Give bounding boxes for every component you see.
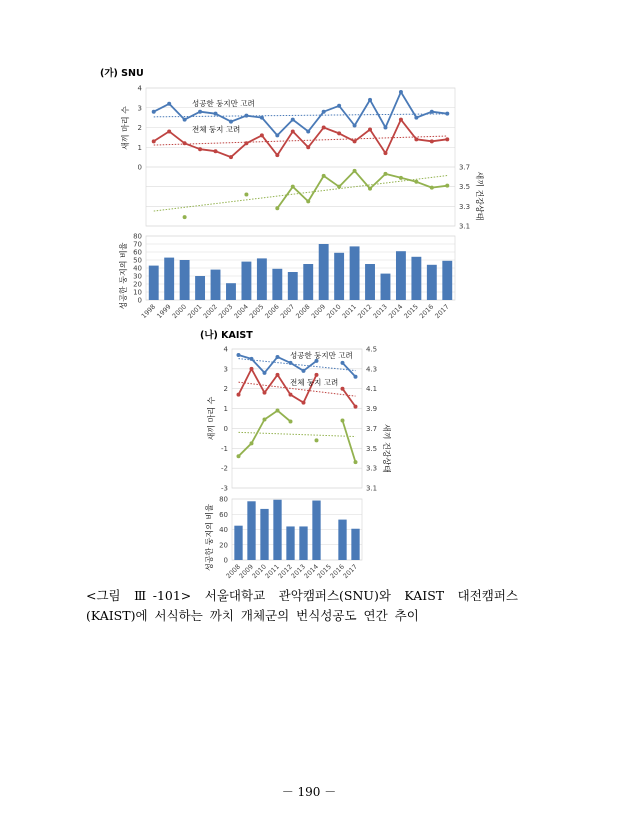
data-point bbox=[399, 118, 403, 122]
bar bbox=[299, 526, 307, 560]
bar bbox=[312, 501, 320, 560]
x-tick-label: 1999 bbox=[155, 302, 173, 321]
line-health bbox=[239, 411, 291, 457]
x-tick-label: 2013 bbox=[289, 562, 307, 581]
data-point bbox=[276, 409, 280, 413]
data-point bbox=[291, 118, 295, 122]
data-point bbox=[430, 110, 434, 114]
data-point bbox=[445, 184, 449, 188]
y-tick-label: 1 bbox=[137, 143, 142, 152]
panel-title: (나) KAIST bbox=[200, 330, 253, 341]
data-point bbox=[337, 131, 341, 135]
bar bbox=[442, 261, 452, 300]
data-point bbox=[368, 98, 372, 102]
data-point bbox=[263, 371, 267, 375]
bar bbox=[427, 265, 437, 300]
y-right-tick-label: 3.7 bbox=[366, 424, 378, 433]
data-point bbox=[306, 145, 310, 149]
bar bbox=[411, 257, 421, 300]
figure-caption: <그림 Ⅲ-101> 서울대학교 관악캠퍼스(SNU)와 KAIST 대전캠퍼스 (KAIST)에 서식하는 까치 개체군의 번식성공도 연간 추이 bbox=[86, 588, 518, 623]
bar bbox=[226, 283, 236, 300]
x-tick-label: 2003 bbox=[217, 302, 235, 321]
data-point bbox=[430, 139, 434, 143]
data-point bbox=[250, 441, 254, 445]
y-right-tick-label: 3.3 bbox=[366, 464, 378, 473]
page-number: － 190 － bbox=[281, 785, 337, 799]
line-health bbox=[277, 171, 447, 208]
x-tick-label: 2012 bbox=[356, 302, 374, 321]
data-point bbox=[302, 401, 306, 405]
y-right-tick-label: 4.5 bbox=[366, 345, 378, 354]
x-tick-label: 2000 bbox=[170, 302, 189, 321]
bar bbox=[365, 264, 375, 300]
data-point bbox=[383, 172, 387, 176]
x-tick-label: 2002 bbox=[201, 302, 219, 321]
data-point bbox=[229, 155, 233, 159]
data-point bbox=[275, 133, 279, 137]
data-point bbox=[353, 139, 357, 143]
data-point bbox=[289, 419, 293, 423]
y-right-tick-label: 3.3 bbox=[459, 202, 471, 211]
y-right-tick-label: 3.1 bbox=[459, 222, 471, 231]
data-point bbox=[152, 110, 156, 114]
y-right-tick-label: 3.9 bbox=[366, 405, 378, 414]
x-tick-label: 2001 bbox=[186, 302, 204, 321]
data-point bbox=[445, 112, 449, 116]
y-right-tick-label: 3.7 bbox=[459, 163, 471, 172]
data-point bbox=[250, 357, 254, 361]
bar bbox=[334, 253, 344, 300]
bar-y-tick-label: 20 bbox=[133, 280, 142, 289]
data-point bbox=[263, 391, 267, 395]
data-point bbox=[167, 102, 171, 106]
data-point bbox=[214, 149, 218, 153]
data-point bbox=[368, 127, 372, 131]
x-tick-label: 2004 bbox=[232, 302, 250, 321]
data-point bbox=[244, 193, 248, 197]
data-point bbox=[237, 353, 241, 357]
x-tick-label: 2017 bbox=[341, 562, 359, 581]
data-point bbox=[399, 176, 403, 180]
data-point bbox=[260, 133, 264, 137]
data-point bbox=[322, 110, 326, 114]
data-point bbox=[275, 153, 279, 157]
data-point bbox=[383, 126, 387, 130]
x-tick-label: 2014 bbox=[302, 562, 320, 581]
bar bbox=[241, 262, 251, 300]
bar bbox=[319, 244, 329, 300]
data-point bbox=[430, 186, 434, 190]
bar bbox=[234, 526, 242, 560]
x-tick-label: 2007 bbox=[278, 302, 297, 321]
data-point bbox=[353, 169, 357, 173]
bar-y-axis-title: 성공한 둥지의 비율 bbox=[205, 504, 214, 571]
y-right-tick-label: 3.5 bbox=[459, 183, 471, 192]
bar bbox=[260, 509, 268, 560]
data-point bbox=[383, 151, 387, 155]
data-point bbox=[183, 118, 187, 122]
y-tick-label: 0 bbox=[137, 163, 142, 172]
bar-y-tick-label: 60 bbox=[219, 510, 228, 519]
bar-y-tick-label: 60 bbox=[133, 248, 142, 257]
data-point bbox=[353, 124, 357, 128]
series-label: 성공한 둥지만 고려 bbox=[192, 99, 255, 108]
line-succ bbox=[343, 363, 356, 377]
data-point bbox=[306, 129, 310, 133]
data-point bbox=[237, 454, 241, 458]
y-tick-label: 4 bbox=[223, 345, 228, 354]
x-tick-label: 2014 bbox=[386, 302, 405, 321]
data-point bbox=[237, 393, 241, 397]
x-tick-label: 2010 bbox=[250, 562, 268, 581]
data-point bbox=[354, 460, 358, 464]
data-point bbox=[276, 355, 280, 359]
bar bbox=[149, 266, 159, 300]
data-point bbox=[291, 185, 295, 189]
data-point bbox=[275, 206, 279, 210]
bar-y-tick-label: 50 bbox=[133, 256, 142, 265]
x-tick-label: 2011 bbox=[340, 302, 358, 321]
y-tick-label: -3 bbox=[221, 484, 228, 493]
bar-y-tick-label: 0 bbox=[137, 296, 142, 305]
series-label: 전체 둥지 고려 bbox=[290, 378, 339, 387]
data-point bbox=[414, 180, 418, 184]
bar-y-tick-label: 80 bbox=[219, 495, 228, 504]
bar bbox=[350, 246, 360, 300]
bar-y-tick-label: 80 bbox=[133, 232, 142, 241]
y-axis-title: 새끼 마리 수 bbox=[207, 396, 216, 441]
data-point bbox=[354, 375, 358, 379]
line-health bbox=[343, 421, 356, 463]
data-point bbox=[289, 393, 293, 397]
x-tick-label: 2011 bbox=[263, 562, 281, 581]
bar bbox=[247, 501, 255, 560]
panel-title: (가) SNU bbox=[100, 68, 144, 79]
x-tick-label: 2012 bbox=[276, 562, 294, 581]
data-point bbox=[198, 110, 202, 114]
bar bbox=[257, 258, 267, 300]
bar-y-tick-label: 10 bbox=[133, 288, 142, 297]
bar bbox=[303, 264, 313, 300]
bar bbox=[195, 276, 205, 300]
x-tick-label: 2006 bbox=[263, 302, 281, 321]
bar-y-tick-label: 70 bbox=[133, 240, 142, 249]
y-tick-label: -1 bbox=[221, 444, 228, 453]
x-tick-label: 2017 bbox=[433, 302, 451, 321]
x-tick-label: 2016 bbox=[417, 302, 436, 321]
y-tick-label: 3 bbox=[137, 104, 142, 113]
data-point bbox=[337, 185, 341, 189]
bar-y-tick-label: 40 bbox=[133, 264, 142, 273]
bar-y-tick-label: 40 bbox=[219, 526, 228, 534]
data-point bbox=[260, 116, 264, 120]
trendline bbox=[154, 114, 448, 117]
data-point bbox=[306, 199, 310, 203]
data-point bbox=[399, 90, 403, 94]
data-point bbox=[152, 139, 156, 143]
data-point bbox=[341, 418, 345, 422]
y-tick-label: -2 bbox=[221, 464, 228, 473]
x-tick-label: 1998 bbox=[139, 302, 158, 321]
x-tick-label: 2009 bbox=[237, 562, 255, 581]
bar-y-tick-label: 20 bbox=[219, 541, 228, 550]
x-tick-label: 2016 bbox=[328, 562, 346, 581]
series-label: 전체 둥지 고려 bbox=[192, 125, 241, 134]
data-point bbox=[229, 120, 233, 124]
data-point bbox=[244, 141, 248, 145]
data-point bbox=[250, 367, 254, 371]
data-point bbox=[244, 114, 248, 118]
x-tick-label: 2013 bbox=[371, 302, 389, 321]
x-tick-label: 2015 bbox=[402, 302, 420, 321]
bar bbox=[286, 526, 294, 560]
x-tick-label: 2008 bbox=[294, 302, 312, 321]
y-right-tick-label: 4.1 bbox=[366, 385, 378, 394]
bar bbox=[272, 269, 282, 300]
data-point bbox=[445, 137, 449, 141]
bar-y-axis-title: 성공한 둥지의 비율 bbox=[119, 242, 128, 310]
x-tick-label: 2009 bbox=[309, 302, 328, 321]
y-right-axis-title: 새끼 건강상태 bbox=[382, 424, 391, 473]
x-tick-label: 2015 bbox=[315, 562, 333, 581]
x-tick-label: 2010 bbox=[325, 302, 343, 321]
bar-y-tick-label: 0 bbox=[223, 556, 228, 565]
data-point bbox=[276, 373, 280, 377]
data-point bbox=[341, 361, 345, 365]
data-point bbox=[291, 129, 295, 133]
bar bbox=[351, 529, 359, 560]
data-point bbox=[198, 147, 202, 151]
series-label: 성공한 둥지만 고려 bbox=[290, 351, 353, 360]
data-point bbox=[302, 369, 306, 373]
data-point bbox=[414, 137, 418, 141]
data-point bbox=[183, 215, 187, 219]
y-tick-label: 2 bbox=[137, 124, 142, 132]
bar bbox=[164, 258, 174, 300]
data-point bbox=[315, 438, 319, 442]
data-point bbox=[167, 129, 171, 133]
bar bbox=[381, 274, 391, 300]
data-point bbox=[368, 187, 372, 191]
bar bbox=[288, 272, 298, 300]
x-tick-label: 2005 bbox=[247, 302, 266, 321]
data-point bbox=[315, 373, 319, 377]
x-tick-label: 2008 bbox=[224, 562, 242, 581]
y-tick-label: 3 bbox=[223, 365, 228, 374]
data-point bbox=[354, 405, 358, 409]
data-point bbox=[263, 417, 267, 421]
y-tick-label: 4 bbox=[137, 84, 142, 93]
data-point bbox=[341, 387, 345, 391]
bar bbox=[180, 260, 190, 300]
y-right-tick-label: 4.3 bbox=[366, 365, 378, 374]
data-point bbox=[414, 116, 418, 120]
data-point bbox=[322, 126, 326, 130]
data-point bbox=[337, 104, 341, 108]
y-tick-label: 1 bbox=[223, 405, 228, 414]
y-tick-label: 2 bbox=[223, 385, 228, 394]
data-point bbox=[322, 174, 326, 178]
bar-y-tick-label: 30 bbox=[133, 272, 142, 281]
line-all bbox=[343, 389, 356, 407]
y-right-tick-label: 3.5 bbox=[366, 444, 378, 453]
bar bbox=[211, 270, 221, 300]
plot-area-line bbox=[146, 88, 455, 226]
y-axis-title: 새끼 마리 수 bbox=[121, 106, 130, 150]
bar bbox=[396, 251, 406, 300]
bar bbox=[273, 500, 281, 560]
y-right-axis-title: 새끼 건강상태 bbox=[475, 171, 484, 221]
y-right-tick-label: 3.1 bbox=[366, 484, 378, 493]
y-tick-label: 0 bbox=[223, 424, 228, 433]
data-point bbox=[214, 112, 218, 116]
data-point bbox=[289, 361, 293, 365]
bar bbox=[338, 520, 346, 560]
data-point bbox=[183, 141, 187, 145]
